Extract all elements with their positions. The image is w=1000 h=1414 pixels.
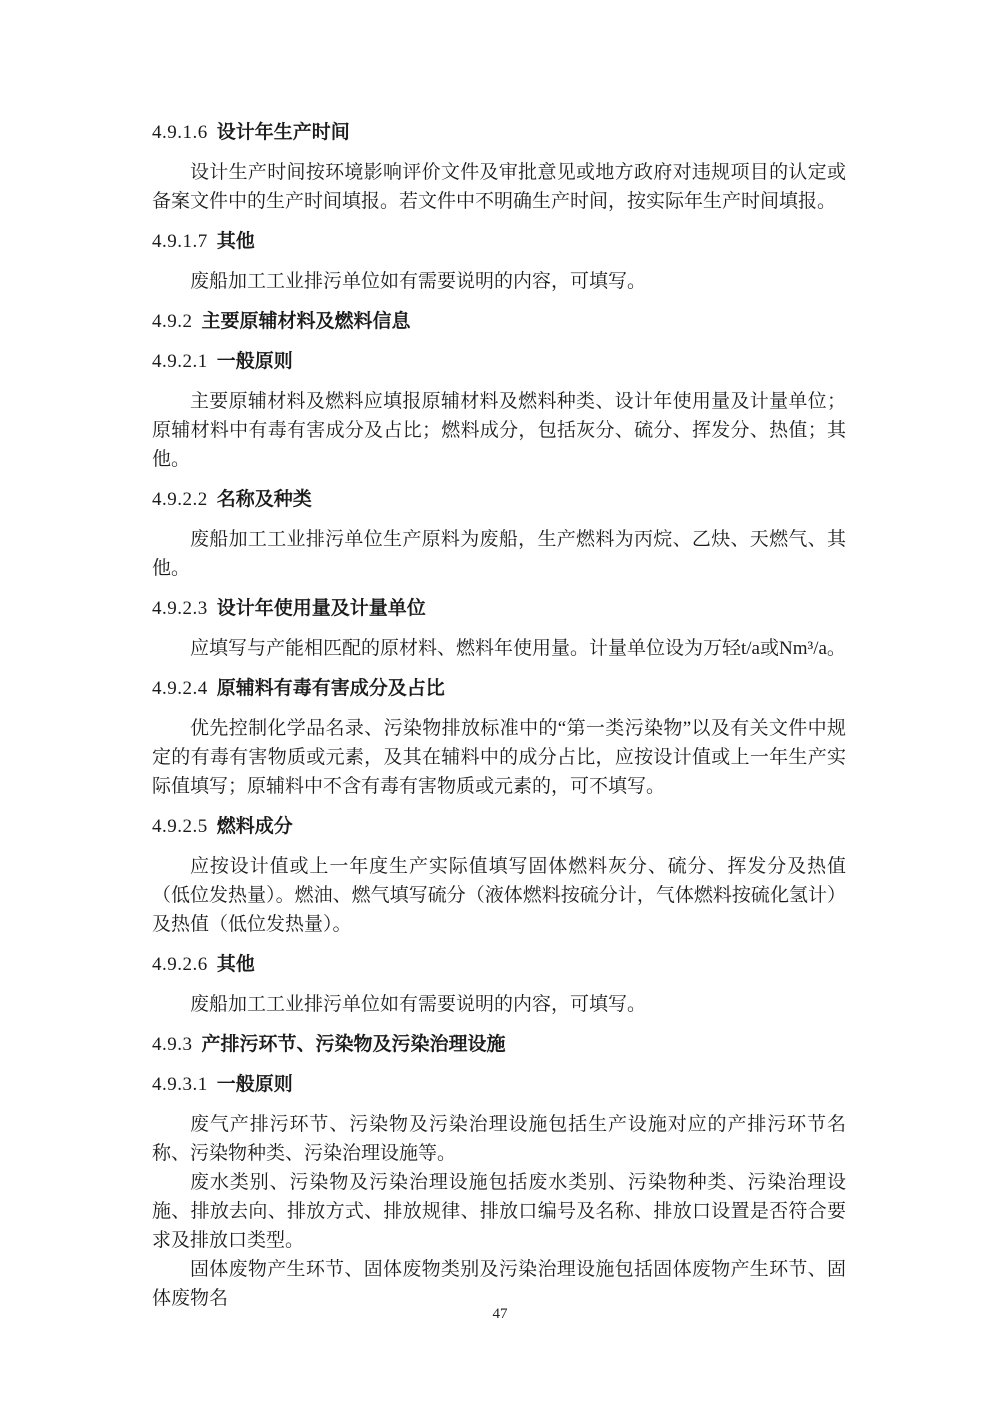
section-heading-4916 [152, 118, 846, 147]
section-title: 其他 [216, 954, 255, 975]
paragraph: 废船加工工业排污单位如有需要说明的内容，可填写。 [190, 271, 647, 292]
section-heading-4925 [152, 812, 846, 841]
section-number: 4.9.2.1 [152, 351, 208, 372]
section-heading-4922 [152, 485, 846, 514]
section-number: 4.9.2 [152, 311, 193, 332]
section-heading-4917 [152, 227, 846, 256]
section-number: 4.9.2.4 [152, 678, 208, 699]
section-number: 4.9.2.5 [152, 816, 208, 837]
section-title: 主要原辅材料及燃料信息 [201, 311, 411, 332]
paragraph: 废水类别、污染物及污染治理设施包括废水类别、污染物种类、污染治理设施、排放去向、排放方式、排放规律、排放口编号及名称、排放口设置是否符合要求及排放口类型。 [152, 1172, 846, 1251]
paragraph: 应按设计值或上一年度生产实际值填写固体燃料灰分、硫分、挥发分及热值（低位发热量）。燃油、燃气填写硫分（液体燃料按硫分计，气体燃料按硫化氢计）及热值（低位发热量）。 [152, 856, 846, 935]
paragraph: 设计生产时间按环境影响评价文件及审批意见或地方政府对违规项目的认定或备案文件中的生产时间填报。若文件中不明确生产时间，按实际年生产时间填报。 [152, 162, 846, 212]
section-heading-4926 [152, 950, 846, 979]
section-title: 设计年生产时间 [216, 122, 350, 143]
section-title: 燃料成分 [216, 816, 293, 837]
section-heading-492 [152, 307, 846, 336]
section-number: 4.9.1.7 [152, 231, 208, 252]
paragraph: 废船加工工业排污单位生产原料为废船，生产燃料为丙烷、乙炔、天燃气、其他。 [152, 529, 846, 579]
paragraph: 固体废物产生环节、固体废物类别及污染治理设施包括固体废物产生环节、固体废物名 [152, 1259, 846, 1309]
paragraph: 废气产排污环节、污染物及污染治理设施包括生产设施对应的产排污环节名称、污染物种类、污染治理设施等。 [152, 1114, 846, 1164]
section-heading-4931 [152, 1070, 846, 1099]
paragraph: 应填写与产能相匹配的原材料、燃料年使用量。计量单位设为万轻t/a或Nm³/a。 [190, 638, 846, 659]
document-body [152, 118, 846, 1313]
section-number: 4.9.2.6 [152, 954, 208, 975]
section-title: 原辅料有毒有害成分及占比 [216, 678, 445, 699]
section-heading-493 [152, 1030, 846, 1059]
section-heading-4923 [152, 594, 846, 623]
section-number: 4.9.3 [152, 1034, 193, 1055]
section-number: 4.9.2.2 [152, 489, 208, 510]
section-number: 4.9.3.1 [152, 1074, 208, 1095]
section-title: 一般原则 [216, 351, 293, 372]
section-number: 4.9.2.3 [152, 598, 208, 619]
section-number: 4.9.1.6 [152, 122, 208, 143]
section-title: 其他 [216, 231, 255, 252]
section-title: 设计年使用量及计量单位 [216, 598, 426, 619]
section-title: 产排污环节、污染物及污染治理设施 [201, 1034, 506, 1055]
section-heading-4924 [152, 674, 846, 703]
paragraph: 主要原辅材料及燃料应填报原辅材料及燃料种类、设计年使用量及计量单位；原辅材料中有毒有害成分及占比；燃料成分，包括灰分、硫分、挥发分、热值；其他。 [152, 391, 846, 470]
section-title: 一般原则 [216, 1074, 293, 1095]
paragraph: 优先控制化学品名录、污染物排放标准中的“第一类污染物”以及有关文件中规定的有毒有害物质或元素，及其在辅料中的成分占比，应按设计值或上一年生产实际值填写；原辅料中不含有毒有害物质或元素的，可不填写。 [152, 718, 846, 797]
page-number: 47 [492, 1306, 508, 1322]
section-title: 名称及种类 [216, 489, 312, 510]
section-heading-4921 [152, 347, 846, 376]
paragraph: 废船加工工业排污单位如有需要说明的内容，可填写。 [190, 994, 647, 1015]
